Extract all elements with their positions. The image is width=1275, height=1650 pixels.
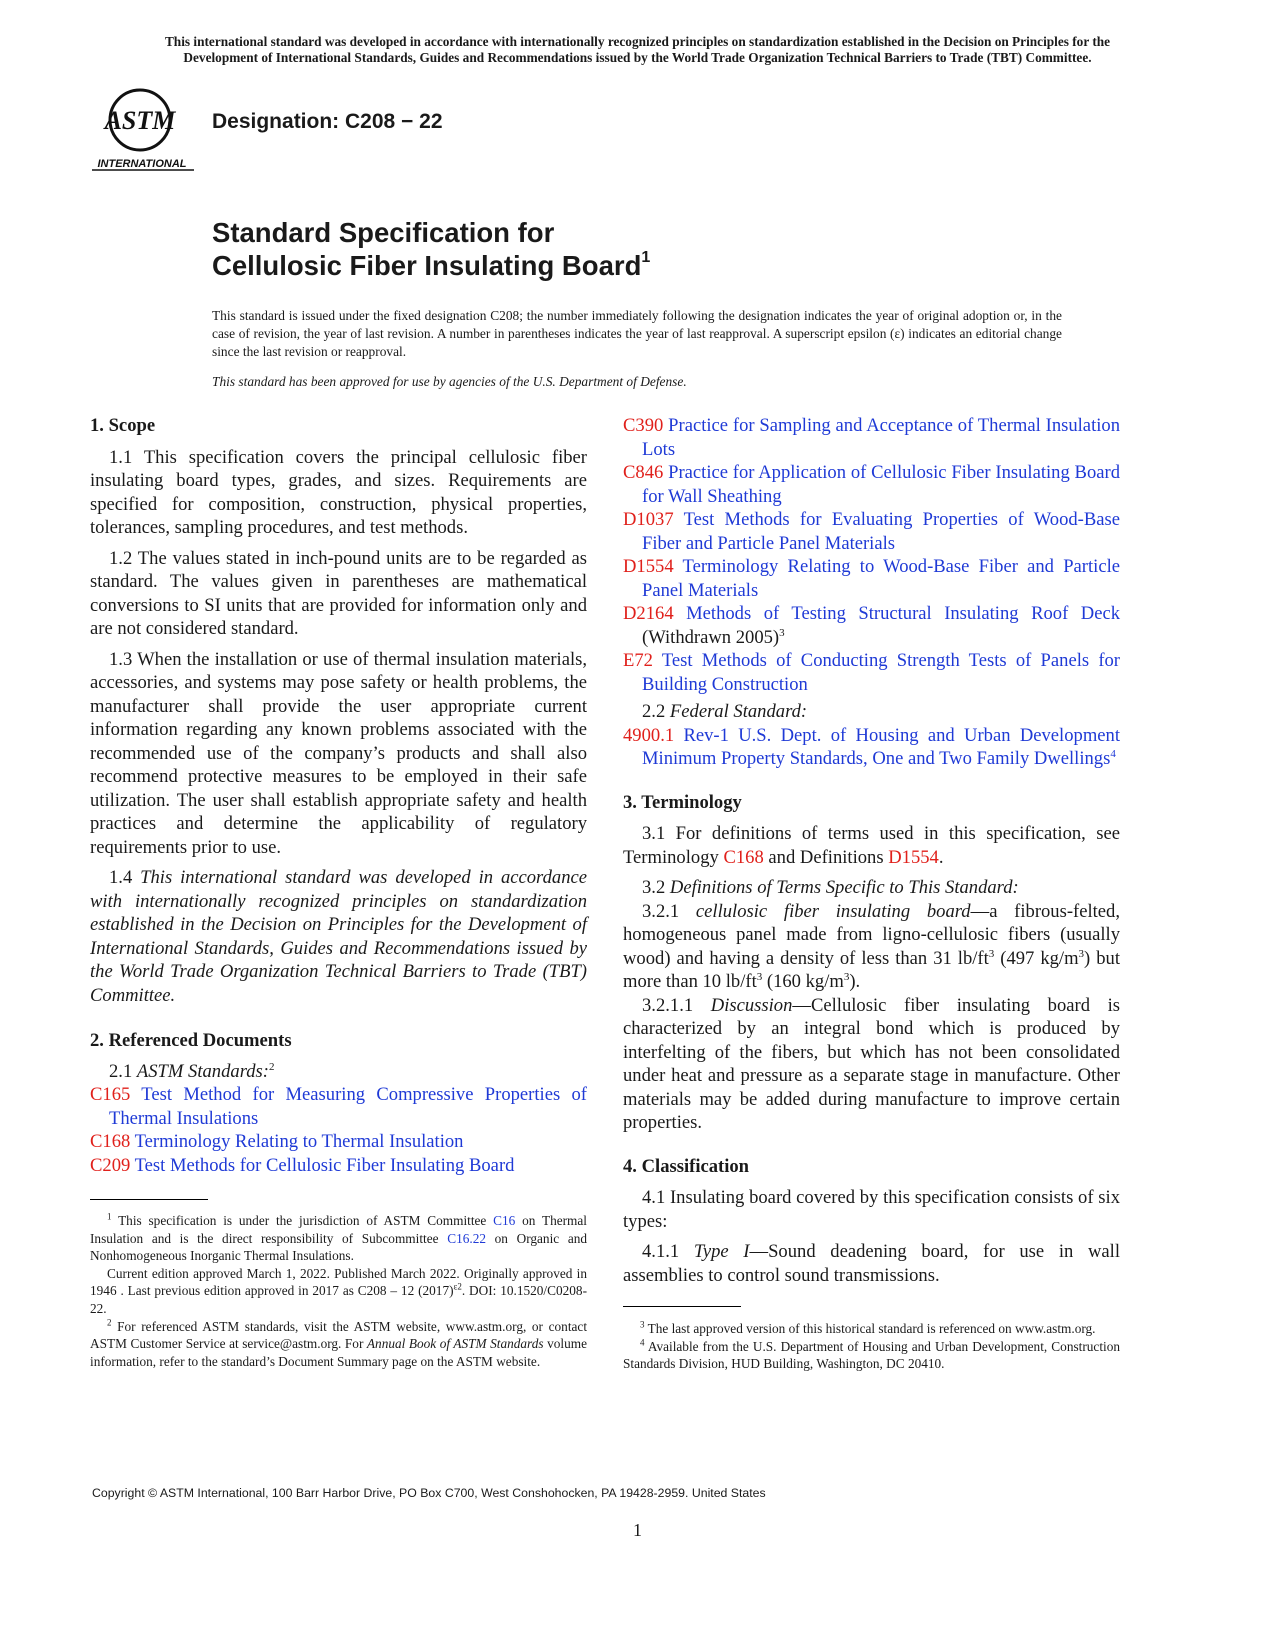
fn1-edition-doi: . DOI: 10.1520/C0208-22.	[90, 1283, 587, 1316]
designation: Designation: C208 − 22	[212, 110, 443, 133]
ref-code[interactable]: C390	[623, 415, 664, 436]
ref-c209[interactable]	[90, 1154, 587, 1178]
scope-p4-text: This international standard was developed in accordance with internationally recognized principles on standardization established in the Decision on Principles for the Development of International Standards, Guides and Recommendations issued by the World Trade Organization Technical Barriers to Trade (TBT) Committee.	[90, 867, 588, 1006]
ref-title[interactable]: Test Methods for Evaluating Properties of Wood-Base Fiber and Particle Panel Materials	[642, 509, 1121, 554]
term-link-c168[interactable]: C168	[723, 846, 764, 868]
fn2-italic: Annual Book of ASTM Standards	[366, 1336, 544, 1352]
classification-heading: 4. Classification	[623, 1155, 750, 1177]
term-p3-num: 3.2.1	[642, 900, 680, 922]
fn2-text-a: For referenced ASTM standards, visit the ASTM website, www.astm.org, or contact ASTM Customer Service at service@astm.org. For	[90, 1318, 588, 1352]
ref-title[interactable]: Rev-1 U.S. Dept. of Housing and Urban Development Minimum Property Standards, One and Two Family Dwellings	[642, 724, 1120, 769]
federal-text: Federal Standard:	[669, 701, 808, 722]
federal-standard-label	[623, 700, 1120, 724]
ref-title[interactable]: Test Method for Measuring Compressive Properties of Thermal Insulations	[109, 1084, 588, 1129]
left-column	[90, 414, 587, 1177]
fn2-mark: 2	[107, 1317, 112, 1328]
term-p3-e: ).	[849, 971, 861, 992]
ref-fn: 4	[1110, 747, 1116, 760]
fn1-link-c1622[interactable]: C16.22	[447, 1230, 486, 1246]
footnote-rule-left	[90, 1199, 208, 1200]
ref-code[interactable]: C846	[623, 462, 664, 483]
ref-title[interactable]: Test Methods of Conducting Strength Tests of Panels for Building Construction	[642, 650, 1120, 695]
term-link-d1554[interactable]: D1554	[888, 846, 939, 868]
title-line2: Cellulosic Fiber Insulating Board	[212, 250, 642, 281]
terminology-p1	[623, 822, 1120, 869]
term-p2-num: 3.2	[642, 877, 666, 898]
ref-d2164[interactable]	[623, 602, 1120, 649]
footnote-1-edition	[90, 1265, 587, 1318]
astm-standards-label	[90, 1060, 587, 1084]
classification-p1: 4.1 Insulating board covered by this specification consists of six types:	[623, 1187, 1120, 1232]
refdocs-heading: 2. Referenced Documents	[90, 1030, 292, 1051]
scope-p2: 1.2 The values stated in inch-pound units are to be regarded as standard. The values given in parentheses are mathematical conversions to SI units that are provided for information only and are not considered standard.	[90, 547, 587, 639]
ref-title[interactable]: Terminology Relating to Thermal Insulation	[134, 1131, 464, 1152]
ref-code[interactable]: C168	[90, 1131, 131, 1152]
fn4-text: Available from the U.S. Department of Housing and Urban Development, Construction Standards Division, HUD Building, Washington, DC 20410.	[623, 1338, 1120, 1372]
ref-code[interactable]: D1554	[623, 556, 674, 577]
copyright: Copyright © ASTM International, 100 Barr Harbor Drive, PO Box C700, West Conshohocken, PA 19428-2959. United States	[92, 1486, 766, 1500]
footnotes-right	[623, 1320, 1120, 1373]
term-p4-text: —Cellulosic fiber insulating board is characterized by an integral bond which is produced by interfelting of the fibers, but which has not been consolidated under heat and pressure as a separate stage in manufacture. Other materials may be added during manufacture to improve certain properties.	[623, 994, 1121, 1133]
title-line1: Standard Specification for	[212, 217, 555, 248]
ref-code[interactable]: D1037	[623, 509, 674, 530]
ref-withdrawn: (Withdrawn 2005)	[642, 626, 780, 648]
footnote-rule-right	[623, 1306, 741, 1307]
ref-code[interactable]: C165	[90, 1084, 131, 1105]
ref-fn: 3	[779, 626, 785, 639]
ref-title[interactable]: Test Methods for Cellulosic Fiber Insulating Board	[134, 1154, 515, 1176]
federal-num: 2.2	[642, 701, 666, 722]
issued-statement: This standard is issued under the fixed designation C208; the number immediately following the designation indicates the year of original adoption or, in the case of revision, the year of last revision. A number in parentheses indicates the year of last reapproval. A superscript epsilon (ε) indicates an editorial change since the last revision or reapproval.	[212, 308, 1062, 360]
astm-standards-fn: 2	[268, 1060, 275, 1073]
fn1-link-c16[interactable]: C16	[493, 1213, 516, 1228]
exp: 3	[756, 970, 763, 983]
term-p3-b: (497 kg/m	[994, 947, 1079, 969]
astm-logo	[90, 84, 198, 174]
terminology-p4	[623, 994, 1120, 1135]
footnote-1	[90, 1212, 587, 1265]
astm-standards-num: 2.1	[109, 1060, 133, 1082]
ref-code[interactable]: D2164	[623, 603, 674, 624]
fn1-text-b: on Thermal Insulation and is the direct responsibility of Subcommittee	[90, 1213, 588, 1246]
footnote-2	[90, 1318, 587, 1371]
terminology-heading: 3. Terminology	[623, 791, 742, 813]
fn1-edition-text: Current edition approved March 1, 2022. Published March 2022. Originally approved in 1946 . Last previous edition approved in 2017 as C208 – 12 (2017)	[90, 1265, 587, 1299]
ref-code[interactable]: 4900.1	[623, 724, 675, 746]
fn1-mark: 1	[107, 1211, 112, 1222]
exp: 3	[843, 970, 850, 983]
term-p3-c: ) but more than 10 lb/ft	[623, 947, 1120, 992]
fn1-edition-eps: ε2	[453, 1281, 462, 1292]
fn2-text-b: volume information, refer to the standard’s Document Summary page on the ASTM website.	[90, 1336, 587, 1369]
fn3-text: The last approved version of this historical standard is referenced on www.astm.org.	[647, 1321, 1096, 1336]
ref-title[interactable]: Practice for Sampling and Acceptance of Thermal Insulation Lots	[642, 415, 1120, 460]
dod-approval: This standard has been approved for use by agencies of the U.S. Department of Defense.	[212, 374, 687, 389]
ref-c168[interactable]	[90, 1130, 587, 1154]
ref-d1037[interactable]	[623, 508, 1120, 555]
astm-logo-letters: ASTM	[104, 106, 176, 135]
ref-title[interactable]: Terminology Relating to Wood-Base Fiber and Particle Panel Materials	[642, 556, 1120, 601]
term-p1-c: .	[938, 846, 944, 868]
terminology-p2	[623, 876, 1120, 900]
ref-d1554[interactable]	[623, 555, 1120, 602]
classification-p2	[623, 1240, 1120, 1287]
page-number: 1	[633, 1520, 642, 1540]
ref-title[interactable]: Practice for Application of Cellulosic Fiber Insulating Board for Wall Sheathing	[642, 462, 1120, 507]
term-p3-term: cellulosic fiber insulating board	[695, 900, 971, 922]
right-column	[623, 414, 1120, 1287]
scope-p3: 1.3 When the installation or use of thermal insulation materials, accessories, and systems may pose safety or health problems, the manufacturer shall provide the user appropriate current information regarding any known problems associated with the recommended use of the company’s products and shall also recommend protective measures to be employed in their safe utilization. The user shall establish appropriate safety and health practices and determine the applicability of regulatory requirements prior to use.	[90, 648, 587, 858]
scope-heading: 1. Scope	[90, 415, 156, 436]
title-footnote-mark: 1	[641, 249, 651, 266]
fn3-mark: 3	[640, 1319, 645, 1330]
ref-c846[interactable]	[623, 461, 1120, 508]
fn4-mark: 4	[640, 1337, 645, 1348]
ref-e72[interactable]	[623, 649, 1120, 696]
class-p2-num: 4.1.1	[642, 1241, 680, 1262]
ref-4900-1[interactable]	[623, 724, 1120, 771]
term-p3-d: (160 kg/m	[762, 971, 844, 992]
tbt-notice-line1: This international standard was developed in accordance with internationally recognized principles on standardization established in the Decision on Principles for the	[164, 34, 1111, 49]
fn1-text-a: This specification is under the jurisdiction of ASTM Committee	[118, 1213, 487, 1228]
term-p4-label: Discussion	[710, 994, 793, 1016]
exp: 3	[1078, 947, 1085, 960]
footnote-3	[623, 1320, 1120, 1338]
scope-p4-num: 1.4	[109, 867, 133, 888]
ref-c165[interactable]	[90, 1083, 587, 1130]
document-title	[212, 216, 650, 282]
ref-c390[interactable]	[623, 414, 1120, 461]
term-p3-a: —a fibrous-felted, homogeneous panel made from ligno-cellulosic fibers (usually wood) and having a density of less than 31 lb/ft	[623, 900, 1121, 969]
terminology-p3	[623, 900, 1120, 994]
ref-code[interactable]: C209	[90, 1154, 131, 1176]
term-p4-num: 3.2.1.1	[642, 994, 694, 1016]
tbt-notice	[0, 34, 1275, 66]
term-p1-a: 3.1 For definitions of terms used in this specification, see Terminology	[623, 823, 1120, 868]
class-p2-text: —Sound deadening board, for use in wall assemblies to control sound transmissions.	[623, 1241, 1120, 1286]
footnote-4	[623, 1338, 1120, 1373]
class-p2-label: Type I	[693, 1241, 750, 1262]
scope-p1: 1.1 This specification covers the principal cellulosic fiber insulating board types, grades, and sizes. Requirements are specified for composition, construction, physical properties, tolerances, sampling procedures, and test methods.	[90, 446, 587, 538]
ref-code[interactable]: E72	[623, 650, 653, 671]
footnotes-left	[90, 1212, 587, 1370]
astm-logo-org: INTERNATIONAL	[97, 158, 187, 170]
term-p1-b: and Definitions	[768, 846, 884, 868]
fn1-text-c: on Organic and Nonhomogeneous Inorganic Thermal Insulations.	[90, 1230, 588, 1264]
scope-p4	[90, 866, 587, 1007]
term-p2-label: Definitions of Terms Specific to This Standard:	[669, 877, 1019, 898]
astm-standards-text: ASTM Standards:	[136, 1060, 269, 1082]
exp: 3	[988, 947, 995, 960]
ref-title[interactable]: Methods of Testing Structural Insulating Roof Deck	[686, 603, 1120, 624]
tbt-notice-line2: Development of International Standards, Guides and Recommendations issued by the World Trade Organization Technical Barriers to Trade (TBT) Committee.	[183, 50, 1092, 65]
